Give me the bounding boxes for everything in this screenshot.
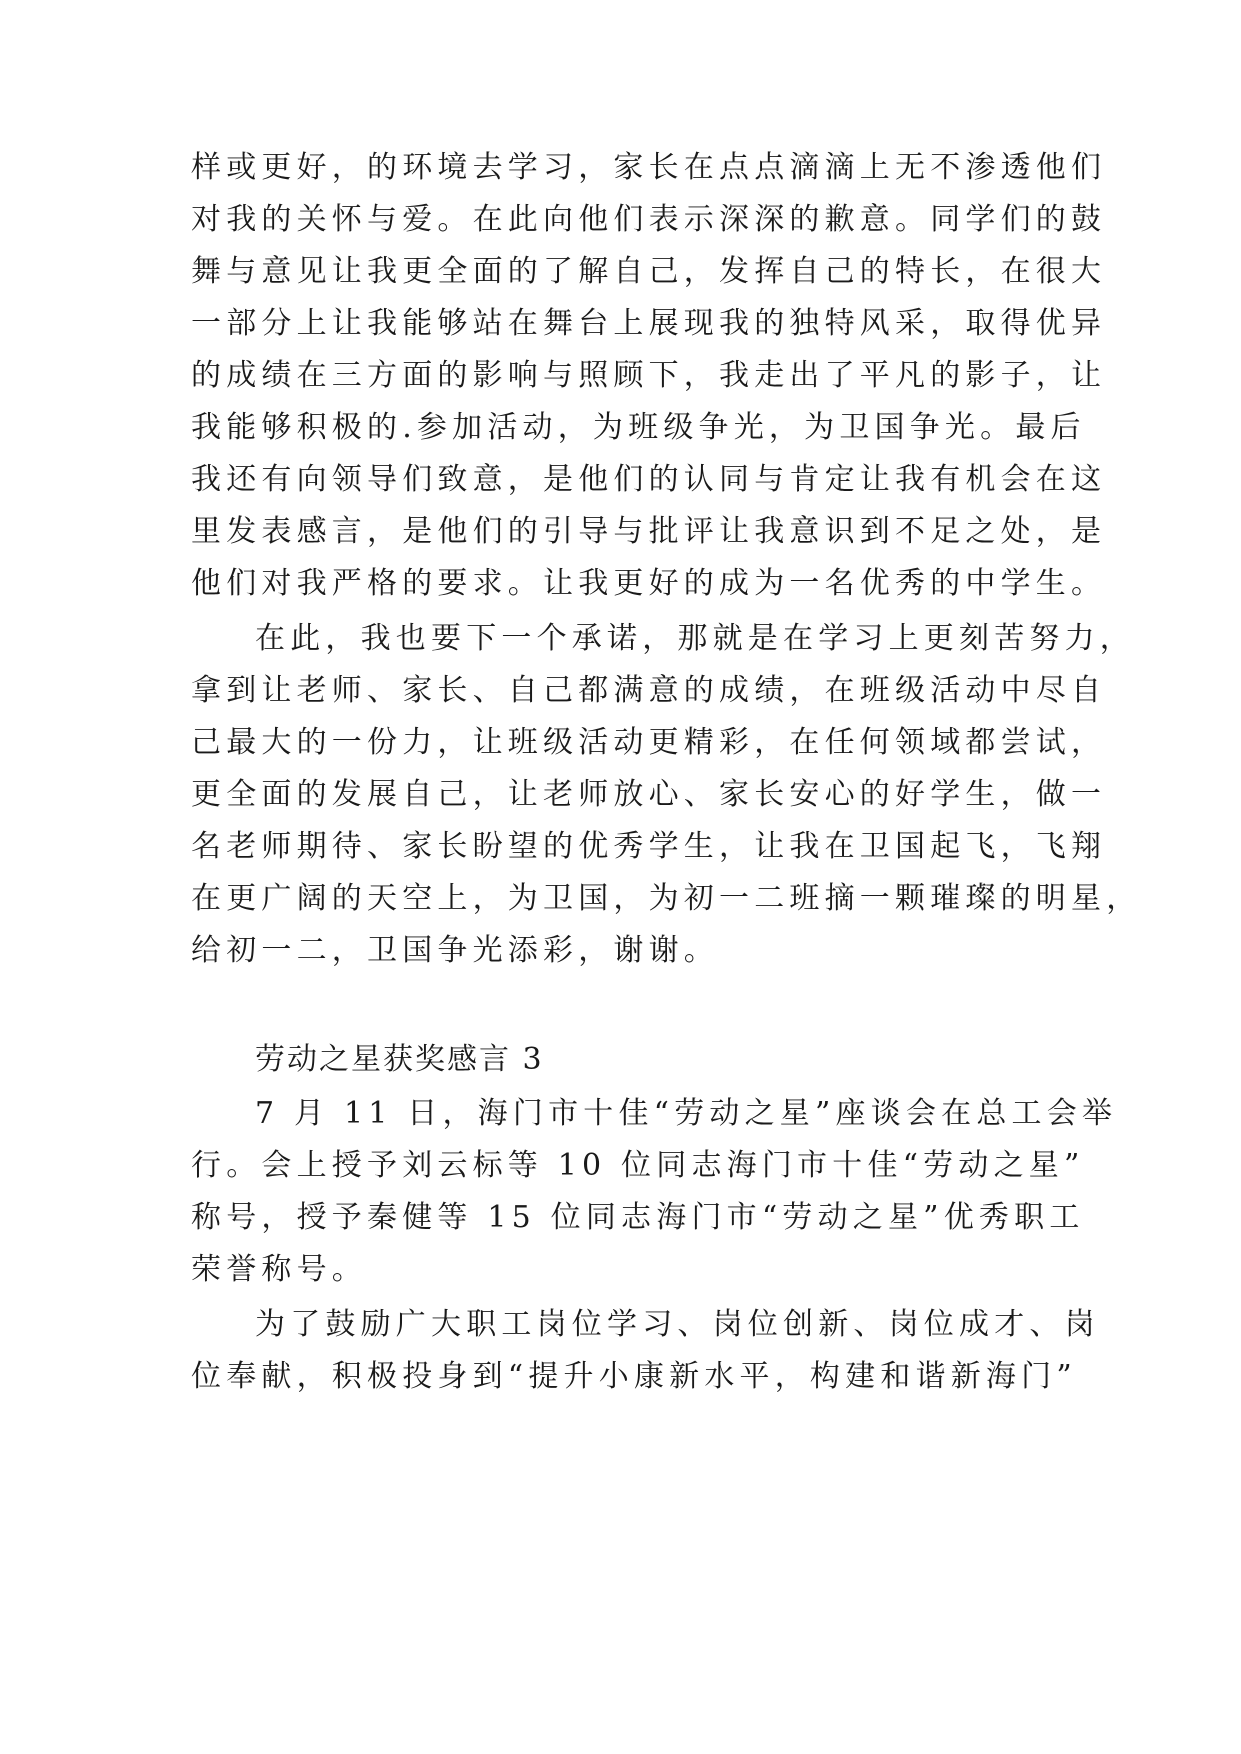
paragraph-2-line-5: 名老师期待、家长盼望的优秀学生，让我在卫国起飞，飞翔 — [191, 829, 1107, 864]
paragraph-4-line-2: 位奉献，积极投身到“提升小康新水平，构建和谐新海门” — [191, 1359, 1077, 1394]
section-heading: 劳动之星获奖感言 3 — [255, 1042, 544, 1077]
paragraph-1-line-4: 一部分上让我能够站在舞台上展现我的独特风采，取得优异 — [191, 306, 1107, 341]
paragraph-2-line-2: 拿到让老师、家长、自己都满意的成绩，在班级活动中尽自 — [191, 673, 1107, 708]
paragraph-1-line-8: 里发表感言，是他们的引导与批评让我意识到不足之处，是 — [191, 514, 1107, 549]
paragraph-2-line-7: 给初一二，卫国争光添彩，谢谢。 — [191, 933, 719, 968]
paragraph-1-line-1: 样或更好，的环境去学习，家长在点点滴滴上无不渗透他们 — [191, 150, 1107, 185]
paragraph-3-line-4: 荣誉称号。 — [191, 1252, 367, 1287]
paragraph-1-line-7: 我还有向领导们致意，是他们的认同与肯定让我有机会在这 — [191, 462, 1107, 497]
paragraph-3-line-3: 称号，授予秦健等 15 位同志海门市“劳动之星”优秀职工 — [191, 1200, 1085, 1235]
paragraph-2-line-6: 在更广阔的天空上，为卫国，为初一二班摘一颗璀璨的明星， — [191, 881, 1142, 916]
paragraph-1-line-5: 的成绩在三方面的影响与照顾下，我走出了平凡的影子，让 — [191, 358, 1107, 393]
paragraph-1-line-6: 我能够积极的.参加活动，为班级争光，为卫国争光。最后 — [191, 410, 1086, 445]
paragraph-1-line-3: 舞与意见让我更全面的了解自己，发挥自己的特长，在很大 — [191, 254, 1107, 289]
paragraph-3-line-2: 行。会上授予刘云标等 10 位同志海门市十佳“劳动之星” — [191, 1148, 1085, 1183]
paragraph-1-line-9: 他们对我严格的要求。让我更好的成为一名优秀的中学生。 — [191, 566, 1107, 601]
paragraph-3-line-1: 7 月 11 日，海门市十佳“劳动之星”座谈会在总工会举 — [255, 1096, 1118, 1131]
paragraph-2-line-1: 在此，我也要下一个承诺，那就是在学习上更刻苦努力， — [255, 621, 1135, 656]
paragraph-4-line-1: 为了鼓励广大职工岗位学习、岗位创新、岗位成才、岗 — [255, 1307, 1100, 1342]
paragraph-2-line-4: 更全面的发展自己，让老师放心、家长安心的好学生，做一 — [191, 777, 1107, 812]
paragraph-1-line-2: 对我的关怀与爱。在此向他们表示深深的歉意。同学们的鼓 — [191, 202, 1107, 237]
paragraph-2-line-3: 己最大的一份力，让班级活动更精彩，在任何领域都尝试， — [191, 725, 1107, 760]
